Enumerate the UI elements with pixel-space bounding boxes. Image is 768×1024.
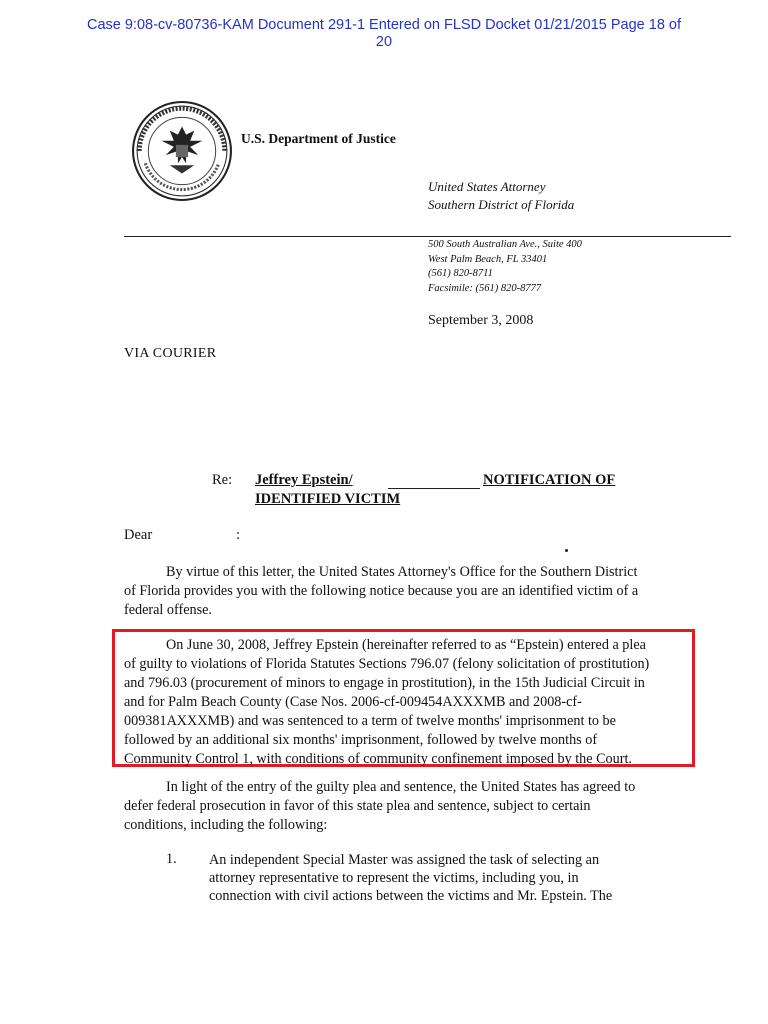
address-line: Facsimile: (561) 820-8777: [428, 282, 542, 294]
department-name: U.S. Department of Justice: [241, 131, 396, 146]
paragraph-conditions: [124, 778, 686, 835]
office-block: [428, 178, 574, 214]
court-filing-header-line1: Case 9:08-cv-80736-KAM Document 291-1 Entered on FLSD Docket 01/21/2015 Page 18 of: [86, 17, 682, 33]
address-line: 500 South Australian Ave., Suite 400: [428, 239, 582, 250]
paragraph-line: 009381AXXXMB) and was sentenced to a term of twelve months' imprisonment to be: [124, 713, 616, 729]
paragraph-line: On June 30, 2008, Jeffrey Epstein (hereinafter referred to as “Epstein) entered a plea: [166, 637, 646, 653]
court-filing-header: [0, 17, 768, 51]
doj-seal-icon: [131, 100, 233, 202]
paragraph-notice: [124, 563, 686, 620]
re-notification: NOTIFICATION OF: [483, 472, 616, 488]
re-subject-name: Jeffrey Epstein/: [255, 472, 353, 488]
office-title: United States Attorney: [428, 179, 546, 194]
letter-date: September 3, 2008: [428, 313, 534, 328]
salutation: Dear: [124, 527, 153, 543]
re-label: Re:: [212, 472, 233, 488]
list-item-line: An independent Special Master was assigned the task of selecting an: [209, 852, 600, 868]
paragraph-line: federal offense.: [124, 602, 212, 618]
address-line: West Palm Beach, FL 33401: [428, 253, 548, 265]
letterhead-divider: [124, 236, 731, 237]
paragraph-plea: [124, 636, 686, 769]
paragraph-line: followed by an additional six months' imprisonment, followed by twelve months of: [124, 732, 598, 748]
redacted-blank-line: [388, 488, 480, 489]
list-item-number: 1.: [166, 851, 177, 867]
paragraph-line: of Florida provides you with the following notice because you are an identified victim of a: [124, 583, 639, 599]
paragraph-line: Community Control 1, with conditions of community confinement imposed by the Court.: [124, 751, 632, 767]
list-item: [209, 851, 612, 905]
paragraph-line: of guilty to violations of Florida Statutes Sections 796.07 (felony solicitation of prostitution): [124, 656, 650, 672]
salutation-colon: :: [236, 527, 241, 543]
delivery-method: VIA COURIER: [124, 346, 217, 361]
address-line: (561) 820-8711: [428, 268, 493, 279]
paragraph-line: In light of the entry of the guilty plea and sentence, the United States has agreed to: [166, 779, 636, 795]
paragraph-line: and 796.03 (procurement of minors to engage in prostitution), in the 15th Judicial Circuit in: [124, 675, 645, 691]
court-filing-header-line2: 20: [375, 34, 393, 50]
scan-artifact-dot: [565, 549, 568, 552]
paragraph-line: defer federal prosecution in favor of this state plea and sentence, subject to certain: [124, 798, 591, 814]
paragraph-line: By virtue of this letter, the United States Attorney's Office for the Southern District: [166, 564, 638, 580]
list-item-line: connection with civil actions between the victims and Mr. Epstein. The: [209, 888, 613, 904]
paragraph-line: conditions, including the following:: [124, 817, 328, 833]
office-district: Southern District of Florida: [428, 197, 575, 212]
office-address: [428, 238, 582, 296]
list-item-line: attorney representative to represent the victims, including you, in: [209, 870, 579, 886]
re-identified-victim: IDENTIFIED VICTIM: [255, 491, 401, 507]
paragraph-line: and for Palm Beach County (Case Nos. 2006-cf-009454AXXXMB and 2008-cf-: [124, 694, 582, 710]
